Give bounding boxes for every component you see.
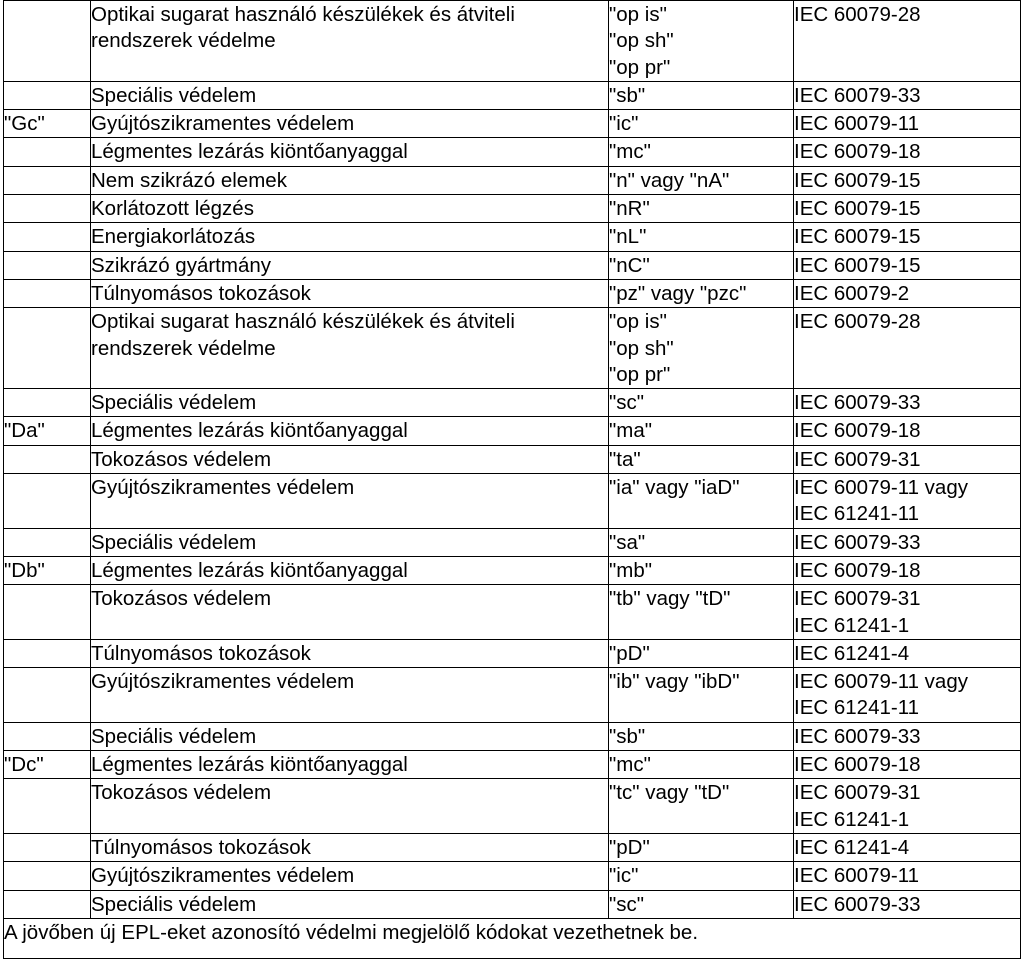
- table-row: [4, 639, 1021, 667]
- protection-cell: [91, 751, 609, 779]
- protection-cell: [91, 585, 609, 640]
- epl-cell: [4, 308, 91, 389]
- standard-line: IEC 60079-18: [794, 753, 921, 777]
- code-line: "ia" vagy "iaD": [609, 476, 740, 500]
- epl-cell: [4, 251, 91, 279]
- code-line: "op is": [609, 310, 667, 334]
- standard-line: IEC 60079-31: [794, 781, 921, 805]
- protection-line: Tokozásos védelem: [91, 587, 272, 611]
- code-cell: [609, 528, 794, 556]
- epl-cell: [4, 223, 91, 251]
- document-page: [3, 0, 1020, 972]
- protection-line: Nem szikrázó elemek: [91, 168, 287, 192]
- epl-cell: [4, 110, 91, 138]
- code-cell: [609, 585, 794, 640]
- protection-cell: [91, 308, 609, 389]
- standard-cell: [794, 528, 1021, 556]
- protection-cell: [91, 722, 609, 750]
- protection-line: Gyújtószikramentes védelem: [91, 476, 355, 500]
- code-line: "mc": [609, 753, 651, 777]
- standard-cell: [794, 279, 1021, 307]
- code-line: "nL": [609, 225, 647, 249]
- epl-cell: [4, 639, 91, 667]
- protection-cell: [91, 474, 609, 529]
- protection-cell: [91, 1, 609, 82]
- protection-line: Gyújtószikramentes védelem: [91, 864, 355, 888]
- code-cell: [609, 890, 794, 918]
- protection-cell: [91, 445, 609, 473]
- epl-cell: [4, 751, 91, 779]
- table-row: [4, 833, 1021, 861]
- protection-line: Optikai sugarat használó készülékek és átviteli: [91, 3, 515, 26]
- epl-cell: [4, 556, 91, 584]
- table-row: [4, 779, 1021, 834]
- standard-cell: [794, 751, 1021, 779]
- standard-line: IEC 61241-1: [794, 613, 910, 637]
- standard-line: IEC 60079-15: [794, 225, 921, 249]
- code-line: "sc": [609, 391, 645, 415]
- code-line: "mc": [609, 140, 651, 164]
- table-row: [4, 474, 1021, 529]
- footnote-text: A jövőben új EPL-eket azonosító védelmi megjelölő kódokat vezethetnek be.: [4, 920, 699, 944]
- protection-line: Légmentes lezárás kiöntőanyaggal: [91, 419, 408, 443]
- standard-cell: [794, 445, 1021, 473]
- code-cell: [609, 445, 794, 473]
- protection-cell: [91, 528, 609, 556]
- code-line: "ta": [609, 447, 641, 471]
- standard-line: IEC 60079-33: [794, 724, 921, 748]
- code-line: "mb": [609, 558, 653, 582]
- standard-line: IEC 61241-11: [794, 696, 919, 720]
- epl-cell: [4, 585, 91, 640]
- standard-line: IEC 60079-28: [794, 310, 921, 334]
- code-cell: [609, 474, 794, 529]
- code-cell: [609, 223, 794, 251]
- code-cell: [609, 138, 794, 166]
- table-row: [4, 1, 1021, 82]
- code-line: "sb": [609, 724, 646, 748]
- protection-line: Korlátozott légzés: [91, 197, 254, 221]
- table-row: [4, 110, 1021, 138]
- code-line: "tc" vagy "tD": [609, 781, 730, 805]
- code-line: "op sh": [609, 29, 674, 53]
- protection-line: Légmentes lezárás kiöntőanyaggal: [91, 558, 408, 582]
- code-line: "op pr": [609, 55, 671, 79]
- epl-cell: [4, 1, 91, 82]
- table-row: [4, 223, 1021, 251]
- protection-line: Energiakorlátozás: [91, 225, 256, 249]
- standard-cell: [794, 166, 1021, 194]
- code-cell: [609, 862, 794, 890]
- standard-line: IEC 60079-15: [794, 197, 921, 221]
- standard-cell: [794, 890, 1021, 918]
- epl-label: "Dc": [4, 753, 44, 777]
- standard-line: IEC 60079-33: [794, 83, 921, 107]
- standard-line: IEC 60079-33: [794, 530, 921, 554]
- table-row: [4, 417, 1021, 445]
- code-cell: [609, 110, 794, 138]
- protection-line: rendszerek védelme: [91, 29, 276, 53]
- standard-cell: [794, 556, 1021, 584]
- epl-cell: [4, 833, 91, 861]
- protection-cell: [91, 890, 609, 918]
- code-line: "ib" vagy "ibD": [609, 670, 740, 694]
- code-cell: [609, 81, 794, 109]
- standard-line: IEC 60079-11: [794, 864, 919, 888]
- code-line: "op pr": [609, 362, 671, 386]
- code-line: "pz" vagy "pzc": [609, 281, 747, 305]
- epl-cell: [4, 445, 91, 473]
- standard-cell: [794, 639, 1021, 667]
- code-line: "ic": [609, 864, 639, 888]
- protection-line: Speciális védelem: [91, 530, 257, 554]
- protection-line: rendszerek védelme: [91, 336, 276, 360]
- epl-cell: [4, 81, 91, 109]
- standard-line: IEC 61241-11: [794, 502, 919, 526]
- protection-cell: [91, 81, 609, 109]
- table-row: [4, 668, 1021, 723]
- protection-line: Túlnyomásos tokozások: [91, 281, 311, 305]
- standard-line: IEC 61241-4: [794, 835, 910, 859]
- code-line: "sc": [609, 892, 645, 916]
- table-row: [4, 585, 1021, 640]
- epl-label: "Db": [4, 558, 45, 582]
- protection-line: Légmentes lezárás kiöntőanyaggal: [91, 753, 408, 777]
- protection-line: Speciális védelem: [91, 83, 257, 107]
- code-cell: [609, 166, 794, 194]
- standard-line: IEC 60079-11: [794, 112, 919, 136]
- epl-cell: [4, 138, 91, 166]
- table-row: [4, 195, 1021, 223]
- table-row: [4, 722, 1021, 750]
- code-cell: [609, 308, 794, 389]
- epl-cell: [4, 166, 91, 194]
- protection-line: Speciális védelem: [91, 892, 257, 916]
- protection-cell: [91, 251, 609, 279]
- standard-cell: [794, 585, 1021, 640]
- protection-cell: [91, 195, 609, 223]
- table-row: [4, 81, 1021, 109]
- code-cell: [609, 1, 794, 82]
- code-line: "pD": [609, 835, 650, 859]
- code-line: "op sh": [609, 336, 674, 360]
- code-cell: [609, 279, 794, 307]
- standard-cell: [794, 138, 1021, 166]
- code-line: "ic": [609, 112, 639, 136]
- table-row: [4, 166, 1021, 194]
- standard-cell: [794, 1, 1021, 82]
- epl-cell: [4, 195, 91, 223]
- standard-line: IEC 60079-15: [794, 253, 921, 277]
- standard-line: IEC 61241-4: [794, 641, 910, 665]
- standard-cell: [794, 195, 1021, 223]
- code-cell: [609, 668, 794, 723]
- epl-cell: [4, 528, 91, 556]
- protection-line: Speciális védelem: [91, 724, 257, 748]
- epl-cell: [4, 417, 91, 445]
- table-row: [4, 556, 1021, 584]
- standard-line: IEC 60079-33: [794, 391, 921, 415]
- epl-cell: [4, 474, 91, 529]
- standard-cell: [794, 110, 1021, 138]
- protection-line: Túlnyomásos tokozások: [91, 835, 311, 859]
- standard-line: IEC 60079-15: [794, 168, 921, 192]
- protection-cell: [91, 279, 609, 307]
- protection-cell: [91, 223, 609, 251]
- standard-line: IEC 60079-11 vagy: [794, 670, 968, 694]
- protection-line: Gyújtószikramentes védelem: [91, 670, 355, 694]
- footnote-row: [4, 918, 1021, 958]
- table-row: [4, 138, 1021, 166]
- protection-cell: [91, 668, 609, 723]
- epl-cell: [4, 279, 91, 307]
- table-row: [4, 308, 1021, 389]
- standard-cell: [794, 833, 1021, 861]
- code-line: "nR": [609, 197, 650, 221]
- standard-line: IEC 60079-2: [794, 281, 910, 305]
- protection-line: Tokozásos védelem: [91, 447, 272, 471]
- protection-line: Optikai sugarat használó készülékek és átviteli: [91, 310, 515, 334]
- code-line: "tb" vagy "tD": [609, 587, 731, 611]
- code-line: "sa": [609, 530, 646, 554]
- code-line: "n" vagy "nA": [609, 168, 730, 192]
- standard-cell: [794, 81, 1021, 109]
- standard-line: IEC 60079-18: [794, 558, 921, 582]
- standard-line: IEC 60079-18: [794, 419, 921, 443]
- standard-cell: [794, 862, 1021, 890]
- epl-cell: [4, 862, 91, 890]
- standard-line: IEC 60079-11 vagy: [794, 476, 968, 500]
- standard-cell: [794, 474, 1021, 529]
- protection-cell: [91, 639, 609, 667]
- protection-line: Légmentes lezárás kiöntőanyaggal: [91, 140, 408, 164]
- protection-cell: [91, 862, 609, 890]
- protection-line: Szikrázó gyártmány: [91, 253, 272, 277]
- table-row: [4, 890, 1021, 918]
- code-cell: [609, 251, 794, 279]
- code-cell: [609, 417, 794, 445]
- code-cell: [609, 751, 794, 779]
- protection-cell: [91, 779, 609, 834]
- standard-line: IEC 60079-18: [794, 140, 921, 164]
- protection-line: Gyújtószikramentes védelem: [91, 112, 355, 136]
- standard-line: IEC 60079-31: [794, 447, 921, 471]
- footnote-cell: [4, 918, 1021, 958]
- table-row: [4, 279, 1021, 307]
- standard-line: IEC 61241-1: [794, 807, 910, 831]
- protection-cell: [91, 417, 609, 445]
- code-cell: [609, 779, 794, 834]
- code-line: "pD": [609, 641, 650, 665]
- code-line: "ma": [609, 419, 653, 443]
- code-cell: [609, 833, 794, 861]
- standard-cell: [794, 389, 1021, 417]
- table-row: [4, 862, 1021, 890]
- code-line: "sb": [609, 83, 646, 107]
- table-row: [4, 751, 1021, 779]
- table-body: [4, 1, 1021, 919]
- code-cell: [609, 556, 794, 584]
- standard-cell: [794, 251, 1021, 279]
- standard-line: IEC 60079-28: [794, 3, 921, 26]
- standard-cell: [794, 668, 1021, 723]
- standard-cell: [794, 308, 1021, 389]
- code-cell: [609, 722, 794, 750]
- protection-line: Tokozásos védelem: [91, 781, 272, 805]
- epl-cell: [4, 668, 91, 723]
- standard-line: IEC 60079-31: [794, 587, 921, 611]
- standard-cell: [794, 417, 1021, 445]
- standard-cell: [794, 779, 1021, 834]
- code-line: "nC": [609, 253, 650, 277]
- protection-line: Speciális védelem: [91, 391, 257, 415]
- protection-cell: [91, 110, 609, 138]
- epl-label: "Da": [4, 419, 45, 443]
- code-cell: [609, 639, 794, 667]
- protection-line: Túlnyomásos tokozások: [91, 641, 311, 665]
- standard-line: IEC 60079-33: [794, 892, 921, 916]
- protection-cell: [91, 138, 609, 166]
- table-row: [4, 251, 1021, 279]
- protection-cell: [91, 166, 609, 194]
- epl-label: "Gc": [4, 112, 45, 136]
- epl-cell: [4, 389, 91, 417]
- epl-cell: [4, 890, 91, 918]
- code-cell: [609, 389, 794, 417]
- code-line: "op is": [609, 3, 667, 26]
- protection-cell: [91, 556, 609, 584]
- table-row: [4, 445, 1021, 473]
- table-row: [4, 528, 1021, 556]
- code-cell: [609, 195, 794, 223]
- protection-cell: [91, 389, 609, 417]
- standard-cell: [794, 722, 1021, 750]
- protection-cell: [91, 833, 609, 861]
- table-row: [4, 389, 1021, 417]
- standard-cell: [794, 223, 1021, 251]
- epl-protection-table: [3, 0, 1021, 959]
- epl-cell: [4, 779, 91, 834]
- epl-cell: [4, 722, 91, 750]
